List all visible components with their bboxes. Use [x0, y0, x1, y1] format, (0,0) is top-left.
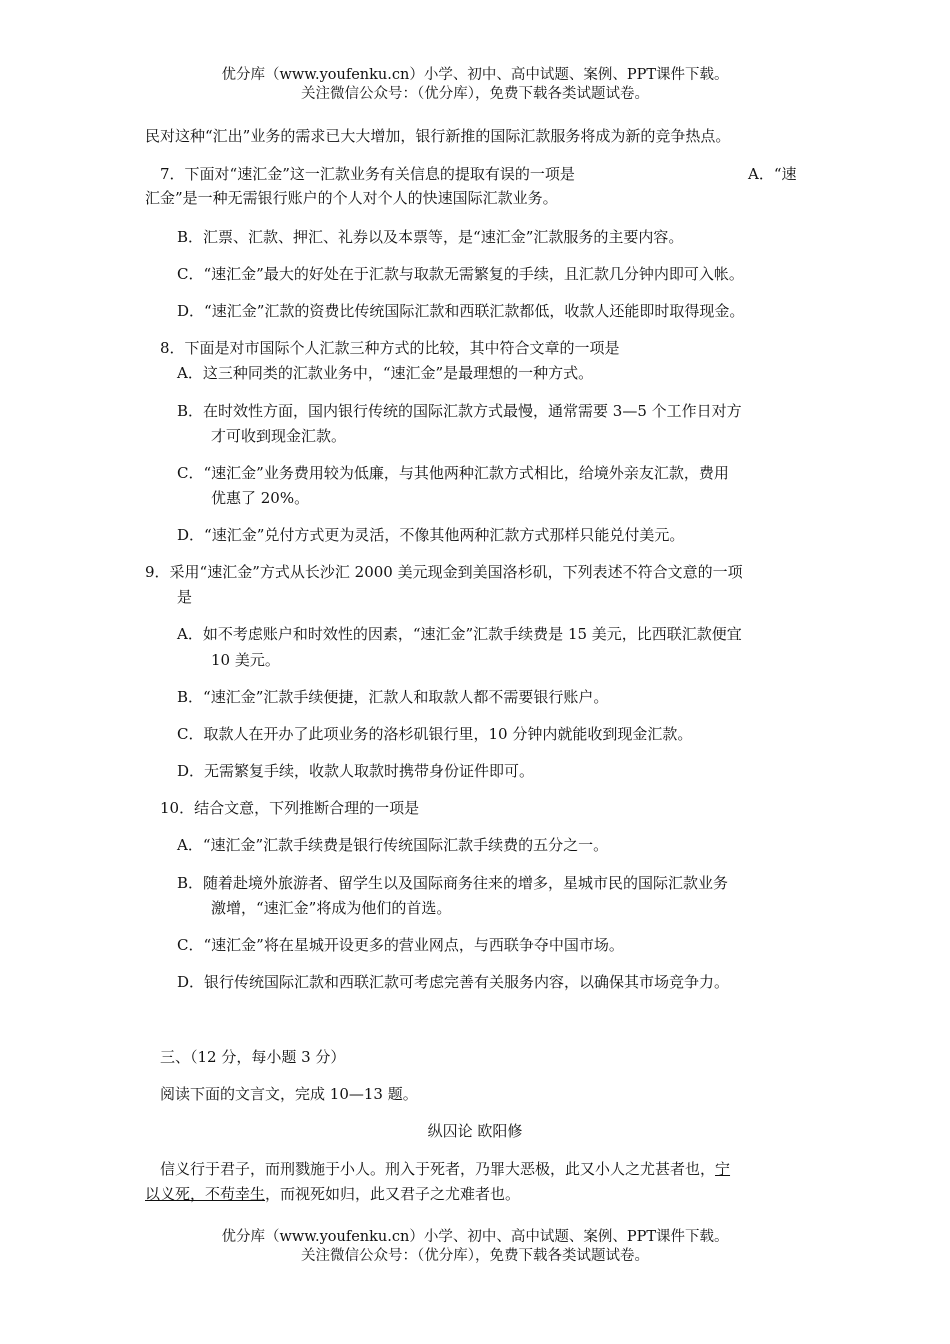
footer-line-2: 关注微信公众号：（优分库），免费下载各类试题试卷。	[301, 1248, 649, 1264]
q10-option-a: A．“速汇金”汇款手续费是银行传统国际汇款手续费的五分之一。	[177, 836, 609, 854]
footer-line-1: 优分库（www.youfenku.cn）小学、初中、高中试题、案例、PPT课件下载。	[221, 1229, 729, 1245]
q7-option-a-label: A．“速	[748, 165, 797, 183]
essay-underlined-text: 宁	[715, 1160, 731, 1178]
q7-option-a: 汇金”是一种无需银行账户的个人对个人的快速国际汇款业务。	[145, 189, 558, 207]
essay-paragraph-line2	[145, 1184, 520, 1204]
q9-option-a-line1: A．如不考虑账户和时效性的因素，“速汇金”汇款手续费是 15 美元，比西联汇款便宜	[177, 625, 742, 643]
essay-text: 信义行于君子，而刑戮施于小人。刑入于死者，乃罪大恶极，此又小人之尤甚者也，	[160, 1160, 716, 1178]
section-3-instruction: 阅读下面的文言文，完成 10—13 题。	[160, 1085, 418, 1103]
q7-option-c: C．“速汇金”最大的好处在于汇款与取款无需繁复的手续，且汇款几分钟内即可入帐。	[177, 265, 744, 283]
q8-option-b-line1: B．在时效性方面，国内银行传统的国际汇款方式最慢，通常需要 3—5 个工作日对方	[177, 402, 742, 420]
q9-option-c: C．取款人在开办了此项业务的洛杉矶银行里，10 分钟内就能收到现金汇款。	[177, 725, 693, 743]
q8-option-b-line2: 才可收到现金汇款。	[211, 427, 347, 445]
section-3-title: 三、（12 分，每小题 3 分）	[160, 1048, 346, 1066]
q8-option-c-line2: 优惠了 20%。	[211, 489, 310, 507]
q8-option-d: D．“速汇金”兑付方式更为灵活，不像其他两种汇款方式那样只能兑付美元。	[177, 526, 685, 544]
q9-option-d: D．无需繁复手续，收款人取款时携带身份证件即可。	[177, 762, 535, 780]
q10-option-d: D．银行传统国际汇款和西联汇款可考虑完善有关服务内容，以确保其市场竞争力。	[177, 973, 730, 991]
intro-tail: 民对这种“汇出”业务的需求已大大增加，银行新推的国际汇款服务将成为新的竞争热点。	[145, 127, 731, 145]
q9-option-a-line2: 10 美元。	[211, 651, 280, 669]
q10-stem: 10．结合文意，下列推断合理的一项是	[160, 799, 420, 817]
q7-stem: 7．下面对“速汇金”这一汇款业务有关信息的提取有误的一项是	[160, 165, 575, 183]
essay-title: 纵囚论 欧阳修	[427, 1122, 523, 1140]
q8-option-a: A．这三种同类的汇款业务中，“速汇金”是最理想的一种方式。	[177, 364, 594, 382]
q10-option-b-line1: B．随着赴境外旅游者、留学生以及国际商务往来的增多，星城市民的国际汇款业务	[177, 874, 729, 892]
page-footer	[0, 1228, 950, 1266]
q9-stem-line1: 9．采用“速汇金”方式从长沙汇 2000 美元现金到美国洛杉矶，下列表述不符合文意的一项	[145, 563, 743, 581]
q9-option-b: B．“速汇金”汇款手续便捷，汇款人和取款人都不需要银行账户。	[177, 688, 609, 706]
essay-underlined-text: 以义死，不苟幸生	[145, 1185, 266, 1203]
essay-paragraph-line1	[160, 1159, 730, 1179]
q8-option-c-line1: C．“速汇金”业务费用较为低廉，与其他两种汇款方式相比，给境外亲友汇款，费用	[177, 464, 729, 482]
header-line-1: 优分库（www.youfenku.cn）小学、初中、高中试题、案例、PPT课件下载。	[221, 67, 729, 83]
q10-option-b-line2: 激增，“速汇金”将成为他们的首选。	[211, 899, 452, 917]
q7-option-d: D．“速汇金”汇款的资费比传统国际汇款和西联汇款都低，收款人还能即时取得现金。	[177, 302, 745, 320]
essay-text: ，而视死如归，此又君子之尤难者也。	[265, 1185, 521, 1203]
q10-option-c: C．“速汇金”将在星城开设更多的营业网点，与西联争夺中国市场。	[177, 936, 624, 954]
q7-option-b: B．汇票、汇款、押汇、礼券以及本票等，是“速汇金”汇款服务的主要内容。	[177, 228, 684, 246]
page-header	[0, 66, 950, 104]
q8-stem: 8．下面是对市国际个人汇款三种方式的比较，其中符合文章的一项是	[160, 339, 620, 357]
header-line-2: 关注微信公众号：（优分库），免费下载各类试题试卷。	[301, 86, 649, 102]
q9-stem-line2: 是	[177, 588, 193, 606]
